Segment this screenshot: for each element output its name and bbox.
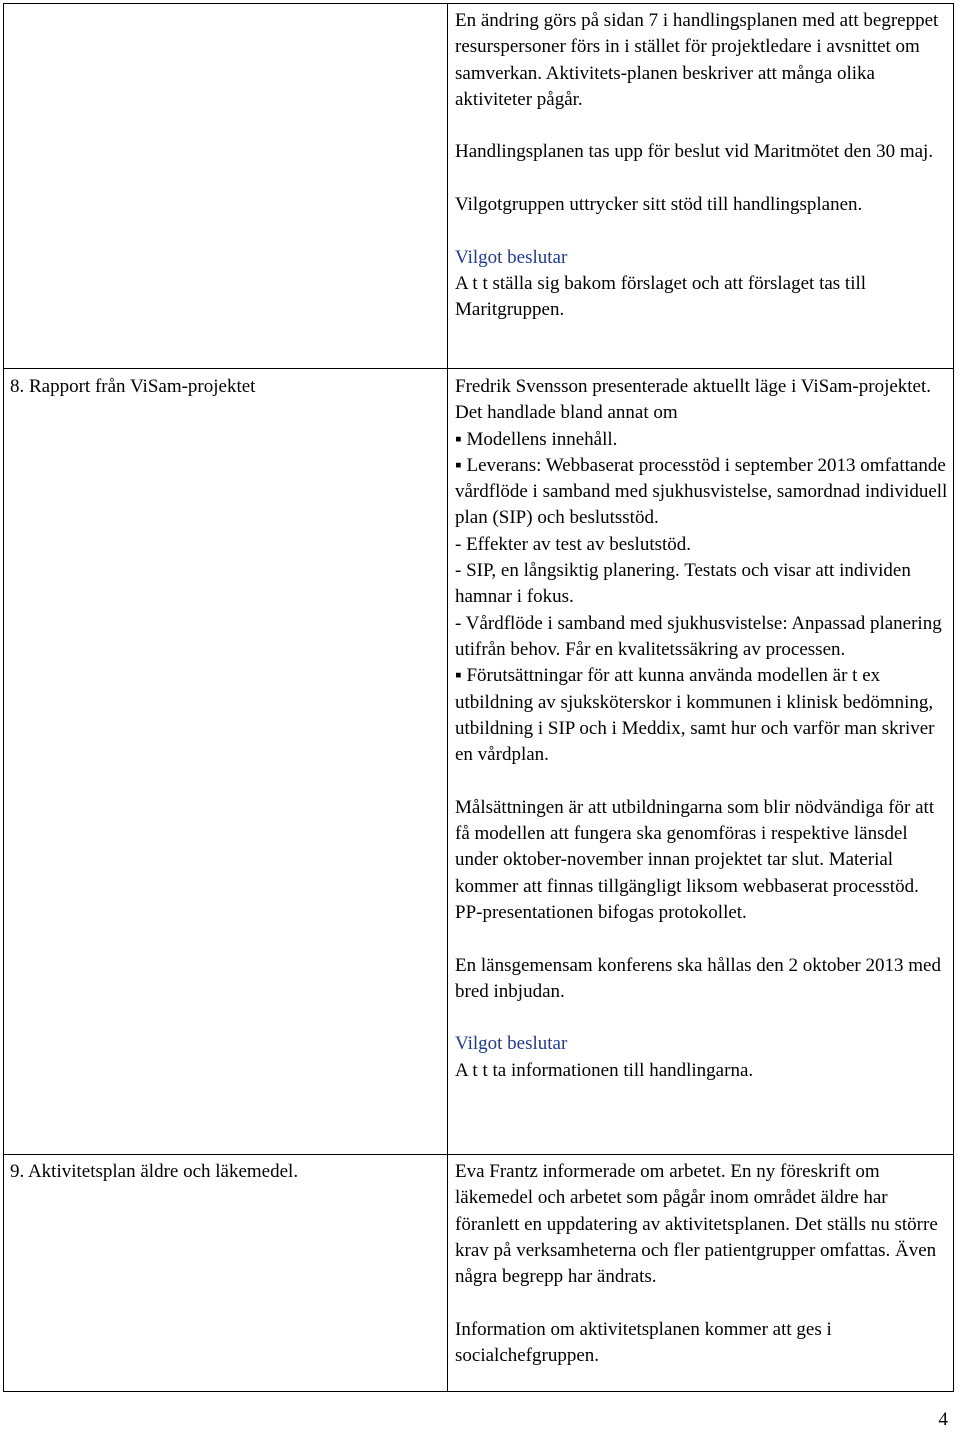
list-item: ▪ Förutsättningar för att kunna använda modellen är t ex utbildning av sjuksköterskor i kommunen i klinisk bedömning, utbildning i SIP och i Meddix, samt hur och varför man skriver en vårdplan. — [455, 665, 935, 766]
list-sub-item: - SIP, en långsiktig planering. Testats och visar att individen hamnar i fokus. — [455, 560, 911, 608]
row3-heading — [10, 1159, 438, 1185]
decision-text: A t t ta informationen till handlingarna. — [455, 1059, 754, 1081]
column-divider — [447, 4, 448, 1391]
agenda-item-heading: 9. Aktivitetsplan äldre och läkemedel. — [10, 1161, 299, 1182]
row3-content — [455, 1159, 951, 1369]
row-divider — [4, 1154, 953, 1155]
row1-paragraph: Handlingsplanen tas upp för beslut vid Maritmötet den 30 maj. — [455, 141, 934, 163]
list-sub-item: - Vårdflöde i samband med sjukhusvistelse: Anpassad planering utifrån behov. Får en kvalitetssäkring av processen. — [455, 612, 942, 660]
list-item: ▪ Modellens innehåll. — [455, 428, 618, 450]
agenda-item-heading: 8. Rapport från ViSam-projektet — [10, 376, 256, 397]
decision-heading: Vilgot beslutar — [455, 1033, 568, 1055]
row2-paragraph: En länsgemensam konferens ska hållas den 2 oktober 2013 med bred inbjudan. — [455, 954, 941, 1002]
row-divider — [4, 368, 953, 369]
decision-text: A t t ställa sig bakom förslaget och att förslaget tas till Maritgruppen. — [455, 272, 867, 321]
row2-heading — [10, 374, 438, 400]
list-sub-item: - Effekter av test av beslutstöd. — [455, 533, 692, 555]
minutes-table — [3, 3, 954, 1392]
row3-paragraph: Eva Frantz informerade om arbetet. En ny föreskrift om läkemedel och arbetet som pågår inom området äldre har föranlett en uppdatering av aktivitetsplanen. Det ställs nu större krav på verksamheterna och fler patientgrupper omfattas. Även några begrepp har ändrats. — [455, 1161, 938, 1288]
list-item: ▪ Leverans: Webbaserat processtöd i september 2013 omfattande vårdflöde i samband med sjukhusvistelse, samordnad individuell plan (SIP) och beslutsstöd. — [455, 454, 948, 529]
page-number: 4 — [938, 1409, 948, 1430]
row3-paragraph: Information om aktivitetsplanen kommer att ges i socialchefgruppen. — [455, 1318, 832, 1367]
row1-content — [455, 8, 951, 324]
row2-paragraph: Målsättningen är att utbildningarna som blir nödvändiga för att få modellen att fungera ska genomföras i respektive länsdel under oktober-november innan projektet tar slut. Material kommer att finnas tillgängligt liksom webbaserat processtöd. PP-presentationen bifogas protokollet. — [455, 796, 935, 923]
row2-intro: Fredrik Svensson presenterade aktuellt läge i ViSam-projektet. Det handlade bland annat om — [455, 376, 932, 424]
decision-heading: Vilgot beslutar — [455, 246, 568, 268]
row1-paragraph: En ändring görs på sidan 7 i handlingsplanen med att begreppet resurspersoner förs in i stället för projektledare i avsnittet om samverkan. Aktivitets-planen beskriver att många olika aktiviteter pågår. — [455, 10, 939, 110]
row1-paragraph: Vilgotgruppen uttrycker sitt stöd till handlingsplanen. — [455, 194, 863, 216]
row2-content — [455, 374, 951, 1084]
